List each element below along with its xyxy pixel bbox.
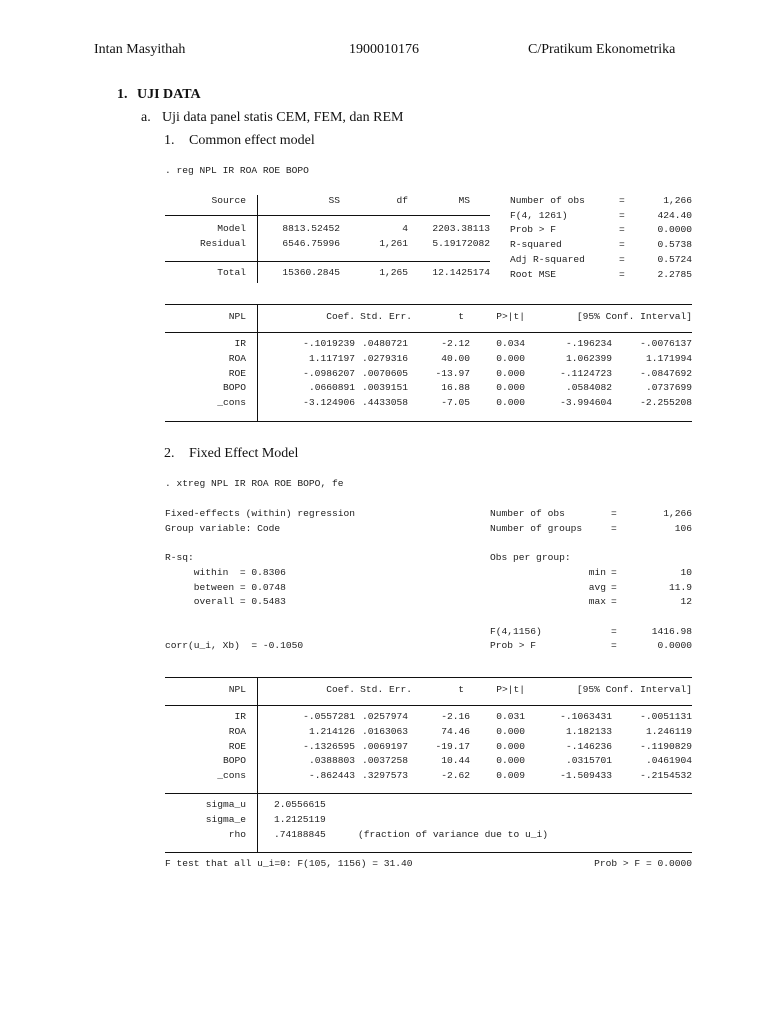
variable-name: _cons xyxy=(217,397,246,409)
course-name: C/Pratikum Ekonometrika xyxy=(528,42,676,57)
stat-equals: = xyxy=(619,253,625,265)
f-test-prob: Prob > F = 0.0000 xyxy=(594,858,692,869)
item-title: Common effect model xyxy=(189,133,315,148)
coef-value: 0.000 xyxy=(496,725,525,737)
stat-equals: = xyxy=(611,566,617,578)
coef-value: -3.124906 xyxy=(303,397,355,409)
stat-equals: = xyxy=(619,195,625,206)
anova-value: 5.19172082 xyxy=(432,238,490,249)
coef-value: .0039151 xyxy=(361,382,408,394)
model-info: Group variable: Code xyxy=(165,522,281,534)
coef-value: 1.246119 xyxy=(645,725,692,737)
column-header: [95% Conf. Interval] xyxy=(576,311,692,322)
sigma-value: 1.2125119 xyxy=(274,813,326,825)
item-number: 1. xyxy=(164,133,175,148)
coef-value: 74.46 xyxy=(441,725,470,737)
column-header: [95% Conf. Interval] xyxy=(576,684,692,695)
sigma-value: 2.0556615 xyxy=(274,799,326,810)
table-rule xyxy=(165,705,692,706)
stat-value: 106 xyxy=(674,522,692,534)
coef-value: -3.994604 xyxy=(560,397,612,409)
stat-equals: = xyxy=(611,522,617,534)
coef-value: 1.171994 xyxy=(645,352,692,364)
variable-name: BOPO xyxy=(222,755,246,767)
model-info: Fixed-effects (within) regression xyxy=(165,508,355,519)
stat-equals: = xyxy=(619,268,625,280)
stat-label: Root MSE xyxy=(510,268,557,280)
coef-value: .0069197 xyxy=(361,740,408,752)
coef-value: -.1063431 xyxy=(560,711,612,722)
stat-value: 0.5738 xyxy=(657,239,692,251)
subsection-heading xyxy=(141,110,403,126)
coef-value: 0.000 xyxy=(496,755,525,767)
coef-value: 16.88 xyxy=(441,382,470,394)
coef-value: .0388803 xyxy=(308,755,355,767)
stat-equals: = xyxy=(611,596,617,608)
column-header: SS xyxy=(328,195,340,206)
stat-value: 2.2785 xyxy=(657,268,692,280)
anova-value: 12.1425174 xyxy=(432,267,490,278)
table-divider xyxy=(257,304,258,421)
coef-value: -2.255208 xyxy=(640,397,692,409)
stat-label: F(4,1156) xyxy=(490,625,542,637)
coef-value: .0257974 xyxy=(361,711,408,722)
coef-value: .4433058 xyxy=(361,397,408,409)
coef-value: -.1326595 xyxy=(303,740,355,752)
column-header: NPL xyxy=(228,684,246,695)
section-heading xyxy=(117,87,201,103)
author-name: Intan Masyithah xyxy=(94,42,186,57)
table-rule xyxy=(165,304,692,305)
variable-name: _cons xyxy=(217,770,246,782)
variable-name: IR xyxy=(234,711,246,722)
coef-value: -2.12 xyxy=(441,338,470,349)
coef-value: .0660891 xyxy=(308,382,355,394)
coef-value: -1.509433 xyxy=(560,770,612,782)
table-rule xyxy=(165,261,490,262)
model-info: corr(u_i, Xb) = -0.1050 xyxy=(165,640,304,652)
sigma-label: sigma_u xyxy=(205,799,246,810)
stat-value: 1416.98 xyxy=(651,625,692,637)
sigma-value: .74188845 xyxy=(274,828,326,840)
table-divider xyxy=(257,677,258,852)
column-header: NPL xyxy=(228,311,246,322)
anova-value: 1,265 xyxy=(379,267,408,278)
stat-equals: = xyxy=(619,224,625,236)
stat-value: 12 xyxy=(680,596,692,608)
coef-value: -.2154532 xyxy=(640,770,692,782)
coef-value: 1.214126 xyxy=(308,725,355,737)
anova-value: 8813.52452 xyxy=(282,223,340,234)
stat-label: max xyxy=(588,596,606,608)
coef-value: 0.000 xyxy=(496,352,525,364)
column-header: Coef. xyxy=(326,684,355,695)
stat-label: Prob > F xyxy=(490,640,537,652)
variable-name: ROE xyxy=(228,367,246,379)
variable-name: ROA xyxy=(228,352,246,364)
variable-name: IR xyxy=(234,338,246,349)
stat-label: avg xyxy=(588,581,606,593)
stat-equals: = xyxy=(611,581,617,593)
stat-value: 0.0000 xyxy=(657,224,692,236)
coef-value: 0.000 xyxy=(496,382,525,394)
coef-value: .0461904 xyxy=(645,755,692,767)
coef-value: 1.062399 xyxy=(565,352,612,364)
coef-value: -.0847692 xyxy=(640,367,692,379)
coef-value: -19.17 xyxy=(435,740,470,752)
item-heading-cem xyxy=(164,133,315,149)
column-header: t xyxy=(458,684,464,695)
anova-value: 4 xyxy=(402,223,408,234)
coef-value: 0.000 xyxy=(496,367,525,379)
stata-command: . reg NPL IR ROA ROE BOPO xyxy=(165,165,309,176)
coef-value: -2.62 xyxy=(441,770,470,782)
stat-value: 1,266 xyxy=(663,195,692,206)
source-name: Residual xyxy=(199,238,246,249)
stata-command: . xtreg NPL IR ROA ROE BOPO, fe xyxy=(165,478,344,489)
coef-value: -.862443 xyxy=(308,770,355,782)
item-title: Fixed Effect Model xyxy=(189,446,299,461)
coef-value: .0279316 xyxy=(361,352,408,364)
source-name: Model xyxy=(217,223,246,234)
model-info: between = 0.0748 xyxy=(165,581,286,593)
coef-value: 0.000 xyxy=(496,397,525,409)
coef-value: -.1124723 xyxy=(560,367,612,379)
column-header: df xyxy=(396,195,408,206)
table-rule xyxy=(165,421,692,422)
column-header: Std. Err. xyxy=(360,311,412,322)
stat-equals: = xyxy=(611,640,617,652)
column-header: Coef. xyxy=(326,311,355,322)
stat-label: R-squared xyxy=(510,239,562,251)
table-rule xyxy=(165,332,692,333)
coef-value: -7.05 xyxy=(441,397,470,409)
coef-value: 1.182133 xyxy=(565,725,612,737)
coef-value: .0737699 xyxy=(645,382,692,394)
stat-label: Prob > F xyxy=(510,224,557,236)
coef-value: -.0557281 xyxy=(303,711,355,722)
coef-value: -.1190829 xyxy=(640,740,692,752)
source-name: Total xyxy=(217,267,246,278)
stat-label: Obs per group: xyxy=(490,552,571,564)
anova-value: 6546.75996 xyxy=(282,238,340,249)
coef-value: -13.97 xyxy=(435,367,470,379)
coef-value: -.196234 xyxy=(565,338,612,349)
coef-value: .0037258 xyxy=(361,755,408,767)
table-rule xyxy=(165,677,692,678)
sigma-label: rho xyxy=(228,828,246,840)
stat-value: 0.0000 xyxy=(657,640,692,652)
coef-value: 1.117197 xyxy=(308,352,355,364)
coef-value: -.146236 xyxy=(565,740,612,752)
stat-value: 11.9 xyxy=(668,581,692,593)
section-title: UJI DATA xyxy=(137,87,201,102)
stat-value: 10 xyxy=(680,566,692,578)
model-info: within = 0.8306 xyxy=(165,566,286,578)
anova-value: 15360.2845 xyxy=(282,267,340,278)
stat-label: Number of obs xyxy=(490,508,565,519)
coef-value: 10.44 xyxy=(441,755,470,767)
model-info: overall = 0.5483 xyxy=(165,596,286,608)
item-number: 2. xyxy=(164,446,175,461)
page-header xyxy=(94,42,684,62)
stat-equals: = xyxy=(619,239,625,251)
anova-value: 2203.38113 xyxy=(432,223,490,234)
column-header: P>|t| xyxy=(496,311,525,322)
stat-value: 1,266 xyxy=(663,508,692,519)
coef-value: 0.034 xyxy=(496,338,525,349)
coef-value: 40.00 xyxy=(441,352,470,364)
stat-equals: = xyxy=(611,508,617,519)
column-header: t xyxy=(458,311,464,322)
stat-equals: = xyxy=(619,209,625,221)
subsection-title: Uji data panel statis CEM, FEM, dan REM xyxy=(162,110,404,125)
subsection-letter: a. xyxy=(141,110,151,125)
stat-equals: = xyxy=(611,625,617,637)
stat-label: min xyxy=(588,566,606,578)
stat-label: Number of groups xyxy=(490,522,583,534)
section-number: 1. xyxy=(117,87,128,102)
column-header: MS xyxy=(458,195,470,206)
coef-value: .0163063 xyxy=(361,725,408,737)
item-heading-fem xyxy=(164,446,298,462)
coef-value: .0480721 xyxy=(361,338,408,349)
variable-name: ROA xyxy=(228,725,246,737)
variable-name: BOPO xyxy=(222,382,246,394)
table-rule xyxy=(165,215,490,216)
sigma-note: (fraction of variance due to u_i) xyxy=(358,828,548,840)
coef-value: .0584082 xyxy=(565,382,612,394)
coef-value: -.0986207 xyxy=(303,367,355,379)
coef-value: 0.009 xyxy=(496,770,525,782)
stat-label: Adj R-squared xyxy=(510,253,585,265)
sigma-label: sigma_e xyxy=(205,813,246,825)
stat-label: Number of obs xyxy=(510,195,585,206)
stat-value: 0.5724 xyxy=(657,253,692,265)
stat-label: F(4, 1261) xyxy=(510,209,568,221)
column-header: Std. Err. xyxy=(360,684,412,695)
f-test-text: F test that all u_i=0: F(105, 1156) = 31.40 xyxy=(165,858,413,869)
table-rule xyxy=(165,793,692,794)
stat-value: 424.40 xyxy=(657,209,692,221)
coef-value: 0.031 xyxy=(496,711,525,722)
column-header: Source xyxy=(211,195,246,206)
coef-value: -2.16 xyxy=(441,711,470,722)
anova-value: 1,261 xyxy=(379,238,408,249)
coef-value: -.1019239 xyxy=(303,338,355,349)
coef-value: .3297573 xyxy=(361,770,408,782)
coef-value: .0315701 xyxy=(565,755,612,767)
variable-name: ROE xyxy=(228,740,246,752)
student-id: 1900010176 xyxy=(349,42,419,57)
coef-value: -.0076137 xyxy=(640,338,692,349)
coef-value: -.0051131 xyxy=(640,711,692,722)
coef-value: .0070605 xyxy=(361,367,408,379)
table-rule xyxy=(165,852,692,853)
coef-value: 0.000 xyxy=(496,740,525,752)
model-info: R-sq: xyxy=(165,552,194,564)
column-header: P>|t| xyxy=(496,684,525,695)
